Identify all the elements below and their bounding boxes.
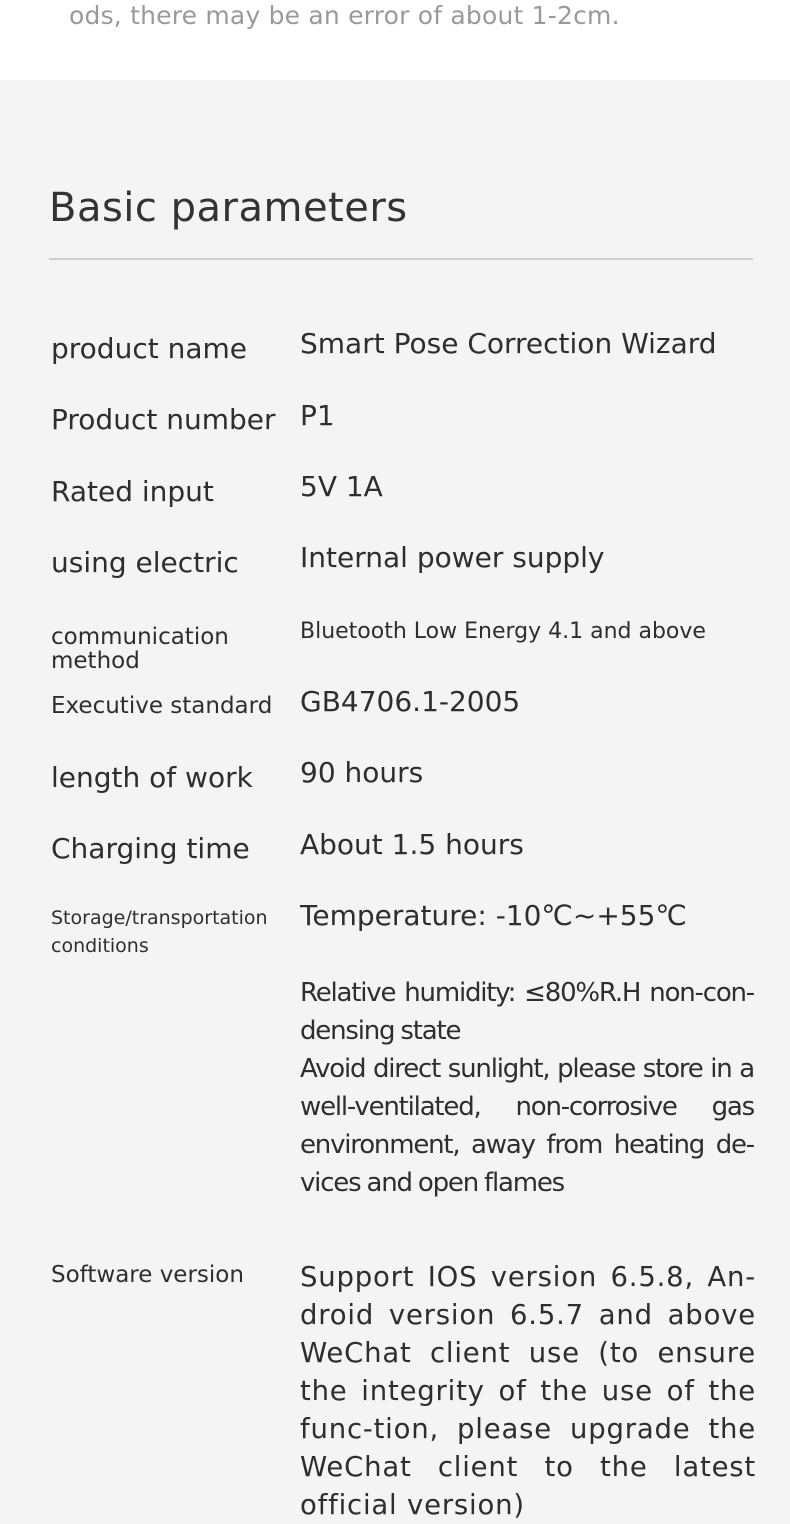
software-version-label: Software version (51, 1262, 244, 1288)
storage-sunlight-value: Avoid direct sunlight, please store in a well-ventilated, non-corrosive gas environment, away from heating de-vices and open flames (300, 1054, 754, 1198)
length-of-work-value: 90 hours (300, 756, 424, 789)
charging-time-label: Charging time (51, 832, 250, 865)
communication-method-value: Bluetooth Low Energy 4.1 and above (300, 619, 706, 644)
top-note-text: ods, there may be an error of about 1-2cm. (69, 1, 620, 30)
communication-method-label-line2: method (51, 648, 140, 674)
storage-humidity-value: Relative humidity: ≤80%R.H non-con-densing state (300, 978, 754, 1046)
communication-method-label-line1: communication (51, 624, 229, 650)
product-number-label: Product number (51, 403, 276, 436)
executive-standard-label: Executive standard (51, 693, 273, 719)
using-electric-value: Internal power supply (300, 541, 605, 574)
executive-standard-value: GB4706.1-2005 (300, 685, 521, 718)
using-electric-label: using electric (51, 546, 239, 579)
charging-time-value: About 1.5 hours (300, 828, 524, 861)
storage-label-line1: Storage/transportation (51, 907, 268, 929)
storage-conditions-text (300, 974, 754, 1202)
length-of-work-label: length of work (51, 761, 253, 794)
product-name-value: Smart Pose Correction Wizard (300, 327, 717, 360)
section-title: Basic parameters (49, 185, 408, 231)
storage-temperature-value: Temperature: -10℃~+55℃ (300, 899, 687, 932)
top-note-panel (0, 0, 790, 80)
storage-label-line2: conditions (51, 935, 149, 957)
product-name-label: product name (51, 332, 247, 365)
rated-input-value: 5V 1A (300, 470, 383, 503)
rated-input-label: Rated input (51, 475, 214, 508)
software-version-value-block (300, 1258, 756, 1524)
section-divider (49, 258, 753, 260)
product-number-value: P1 (300, 399, 335, 432)
software-version-value: Support IOS version 6.5.8, An-droid version 6.5.7 and above WeChat client use (to ensure the integrity of the use of the func-tion, please upgrade the WeChat client to the latest official version) (300, 1261, 756, 1521)
